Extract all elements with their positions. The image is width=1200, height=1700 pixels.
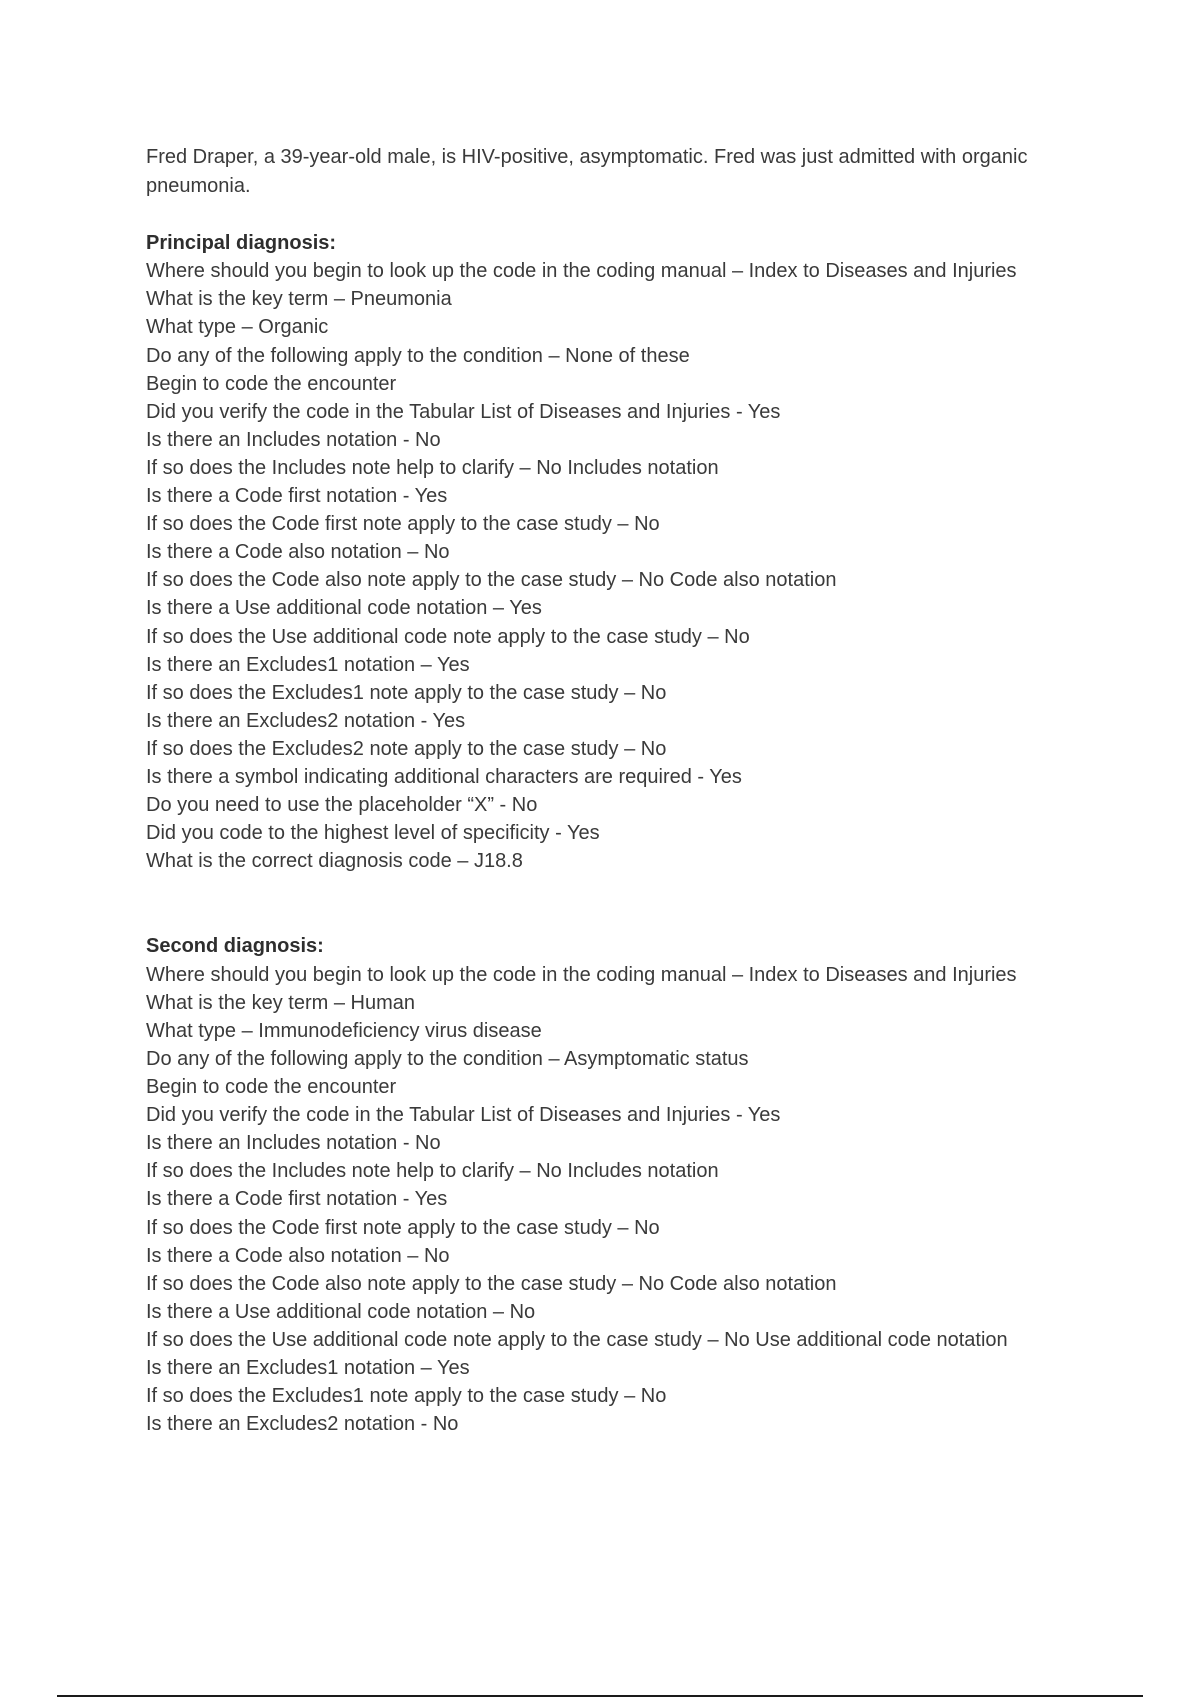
qa-line: Did you verify the code in the Tabular List of Diseases and Injuries - Yes [146,1104,781,1127]
qa-line: Begin to code the encounter [146,1076,397,1099]
second-diagnosis-list [146,961,1086,1439]
case-intro: Fred Draper, a 39-year-old male, is HIV-positive, asymptomatic. Fred was just admitted with organic pneumonia. [146,146,1028,197]
qa-line: What type – Organic [146,316,329,339]
qa-line: Is there an Includes notation - No [146,428,441,451]
qa-line: What is the correct diagnosis code – J18.8 [146,850,523,873]
qa-line: If so does the Use additional code note apply to the case study – No [146,625,750,648]
qa-line: Where should you begin to look up the code in the coding manual – Index to Diseases and Injuries [146,963,1017,986]
qa-line: If so does the Use additional code note apply to the case study – No Use additional code notation [146,1328,1008,1351]
principal-diagnosis-heading: Principal diagnosis: [146,232,337,254]
qa-line: Where should you begin to look up the code in the coding manual – Index to Diseases and Injuries [146,260,1017,283]
qa-line: Is there an Excludes1 notation – Yes [146,653,470,676]
qa-line: If so does the Excludes2 note apply to the case study – No [146,737,667,760]
qa-line: Begin to code the encounter [146,372,397,395]
page-bottom-divider [57,1695,1143,1697]
principal-diagnosis-section [146,229,1086,875]
qa-line: Do any of the following apply to the condition – Asymptomatic status [146,1047,749,1070]
qa-line: If so does the Includes note help to clarify – No Includes notation [146,456,719,479]
qa-line: Is there an Excludes1 notation – Yes [146,1356,470,1379]
qa-line: If so does the Excludes1 note apply to the case study – No [146,1385,667,1408]
qa-line: If so does the Code first note apply to the case study – No [146,1216,660,1239]
qa-line: Is there an Excludes2 notation - No [146,1413,459,1436]
qa-line: If so does the Code also note apply to the case study – No Code also notation [146,569,837,592]
qa-line: Is there a Code also notation – No [146,541,450,564]
qa-line: Did you code to the highest level of specificity - Yes [146,822,600,845]
qa-line: Is there an Excludes2 notation - Yes [146,709,466,732]
qa-line: If so does the Code also note apply to the case study – No Code also notation [146,1272,837,1295]
qa-line: Do any of the following apply to the condition – None of these [146,344,690,367]
second-diagnosis-section [146,932,1086,1438]
principal-diagnosis-list [146,257,1086,875]
qa-line: Is there a Code also notation – No [146,1244,450,1267]
second-diagnosis-heading: Second diagnosis: [146,935,324,958]
qa-line: If so does the Code first note apply to the case study – No [146,513,660,536]
qa-line: Is there a Use additional code notation – Yes [146,597,542,620]
qa-line: If so does the Includes note help to clarify – No Includes notation [146,1160,719,1183]
qa-line: Is there a Use additional code notation – No [146,1300,536,1323]
qa-line: What is the key term – Human [146,991,415,1014]
document-page [146,143,1086,1438]
qa-line: Is there a Code first notation - Yes [146,1188,448,1211]
qa-line: Did you verify the code in the Tabular List of Diseases and Injuries - Yes [146,400,781,423]
qa-line: What is the key term – Pneumonia [146,288,452,311]
qa-line: Is there a Code first notation - Yes [146,485,448,508]
qa-line: Is there a symbol indicating additional characters are required - Yes [146,765,742,788]
qa-line: If so does the Excludes1 note apply to the case study – No [146,681,667,704]
qa-line: What type – Immunodeficiency virus disease [146,1019,542,1042]
qa-line: Do you need to use the placeholder “X” - No [146,794,538,817]
qa-line: Is there an Includes notation - No [146,1132,441,1155]
